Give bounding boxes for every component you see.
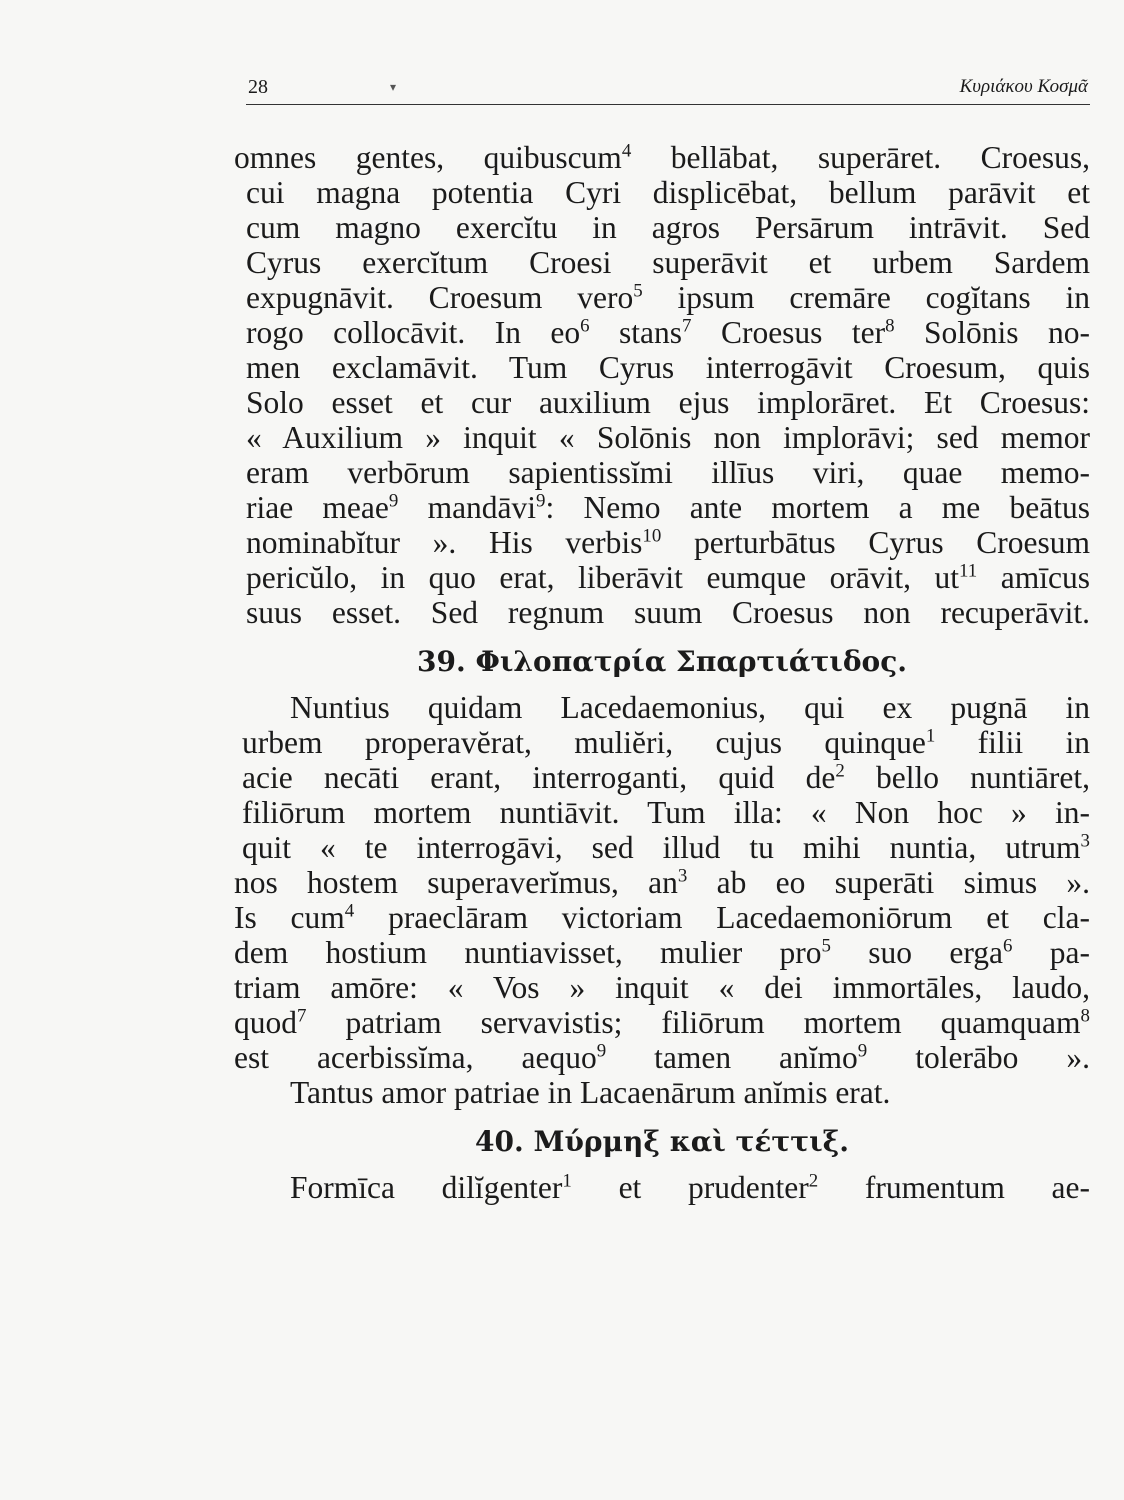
section-38-text <box>234 140 1090 630</box>
page-header <box>246 70 1090 105</box>
text-line: filiōrum mortem nuntiāvit. Tum illa: « Non hoc » in- <box>242 795 1090 830</box>
footnote-ref: 2 <box>835 760 845 782</box>
text-line: quit « te interrogāvi, sed illud tu mihi nuntia, utrum$^3$ <box>242 830 1090 865</box>
text-line: Nuntius quidam Lacedaemonius, qui ex pugnā in <box>290 690 1090 725</box>
text-line: Is cum$^4$ praeclāram victoriam Lacedaemoniōrum et cla- <box>234 900 1090 935</box>
text-line: dem hostium nuntiavisset, mulier pro$^5$ suo erga$^6$ pa- <box>234 935 1090 970</box>
footnote-ref: 5 <box>633 280 643 302</box>
text-line: riae meae$^9$ mandāvi$^9$: Nemo ante mortem a me beātus <box>246 490 1090 525</box>
footnote-ref: 6 <box>580 315 590 337</box>
text-line: cum magno exercĭtu in agros Persārum intrāvit. Sed <box>246 210 1090 245</box>
footnote-ref: 9 <box>857 1040 868 1062</box>
text-line: triam amōre: « Vos » inquit « dei immortāles, laudo, <box>234 970 1090 1005</box>
page-number: 28 <box>248 76 268 98</box>
text-line: expugnāvit. Croesum vero$^5$ ipsum cremāre cogĭtans in <box>246 280 1090 315</box>
text-line: eram verbōrum sapientissĭmi illīus viri, quae memo- <box>246 455 1090 490</box>
text-line: men exclamāvit. Tum Cyrus interrogāvit Croesum, quis <box>246 350 1090 385</box>
section-39-text <box>234 690 1090 1110</box>
footnote-ref: 3 <box>1080 830 1090 852</box>
footnote-ref: 9 <box>388 490 399 512</box>
footnote-ref: 1 <box>562 1170 572 1192</box>
text-line: cui magna potentia Cyri displicēbat, bellum parāvit et <box>246 175 1090 210</box>
text-line: pericŭlo, in quo erat, liberāvit eumque orāvit, $ut^{11}$ amīcus <box>246 560 1090 595</box>
footnote-ref: 11 <box>959 560 978 582</box>
text-line: Formīca dilĭgenter$^1$ et prudenter$^2$ frumentum ae- <box>290 1170 1091 1205</box>
footnote-ref: 4 <box>344 900 355 922</box>
body-text <box>234 140 1090 1205</box>
footnote-ref: 7 <box>682 315 692 337</box>
arrow-down-icon: ▾ <box>390 80 397 94</box>
text-line: « Auxilium » inquit « Solōnis non implorāvi; sed memor <box>246 420 1090 455</box>
text-line: urbem properavĕrat, muliĕri, cujus quinque$^1$ filii in <box>242 725 1091 760</box>
footnote-ref: 8 <box>1080 1005 1090 1027</box>
footnote-ref: 3 <box>677 865 688 887</box>
text-line: suus esset. Sed regnum suum Croesus non recuperāvit. <box>246 595 1090 630</box>
footnote-ref: 8 <box>885 315 895 337</box>
text-line: omnes gentes, quibuscum$^4$ bellābat, superāret. Croesus, <box>234 140 1090 175</box>
text-line: Tantus amor patriae in Lacaenārum anĭmis erat. <box>290 1075 891 1110</box>
footnote-ref: 10 <box>642 525 662 547</box>
footnote-ref: 9 <box>536 490 546 512</box>
footnote-ref: 1 <box>925 725 936 747</box>
footnote-ref: 6 <box>1003 935 1013 957</box>
text-line: Solo esset et cur auxilium ejus implorāret. Et Croesus: <box>246 385 1090 420</box>
text-line: est acerbissĭma, aequo$^9$ tamen anĭmo$^9$ tolerābo ». <box>234 1040 1091 1075</box>
text-line: quod$^7$ patriam servavistis; filiōrum mortem quamquam$^8$ <box>234 1005 1090 1040</box>
section-39-heading: 39. Φιλοπατρία Σπαρτιάτιδος. <box>417 645 907 678</box>
running-title: Κυριάκου Κοσμᾶ <box>959 76 1088 97</box>
section-40-text <box>234 1170 1090 1205</box>
footnote-ref: 5 <box>821 935 831 957</box>
text-line: Cyrus exercĭtum Croesi superāvit et urbem Sardem <box>246 245 1090 280</box>
footnote-ref: 7 <box>297 1005 307 1027</box>
text-line: rogo collocāvit. In $eo^6$ stans$^7$ Croesus ter$^8$ Solōnis no- <box>246 315 1090 350</box>
footnote-ref: 2 <box>808 1170 819 1192</box>
footnote-ref: 4 <box>621 140 632 162</box>
footnote-ref: 9 <box>596 1040 607 1062</box>
section-40-heading: 40. Μύρμηξ καὶ τέττιξ. <box>475 1125 849 1158</box>
text-line: acie necāti erant, interroganti, quid $de^2$ bello nuntiāret, <box>242 760 1090 795</box>
text-line: nos hostem superaverĭmus, $an^3$ ab eo superāti simus ». <box>234 865 1090 900</box>
text-line: nominabĭtur ». His verbis$^{10}$ perturbātus Cyrus Croesum <box>246 525 1090 560</box>
